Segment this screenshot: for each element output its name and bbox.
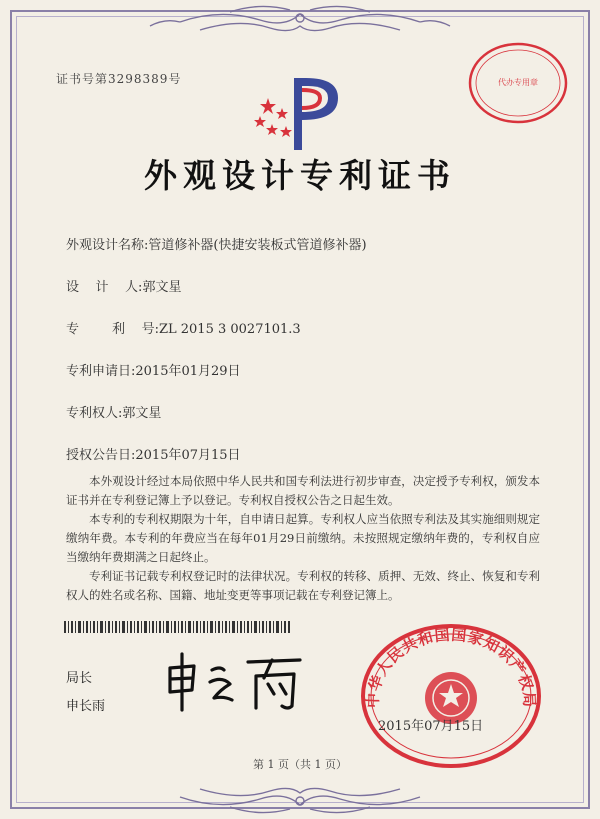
page-footer: 第 1 页（共 1 页） [253,758,347,771]
grant-date-value: 2015年07月15日 [135,448,241,463]
paragraph: 专利证书记载专利权登记时的法律状况。专利权的转移、质押、无效、终止、恢复和专利权人的姓名或名称、国籍、地址变更等事项记载在专利登记簿上。 [66,569,540,602]
grant-date-field [66,444,241,463]
office-seal [356,620,546,770]
filing-date-label: 专利申请日: [66,364,136,379]
grant-date-label: 授权公告日: [66,448,136,463]
paragraph: 本专利的专利权期限为十年，自申请日起算。专利权人应当依照专利法及其实施细则规定缴纳年费。本专利的年费应当在每年01月29日前缴纳。未按照规定缴纳年费的，专利权自应当缴纳年费期满之日起终止。 [66,512,540,564]
design-name-value: 管道修补器(快捷安装板式管道修补器) [148,238,367,253]
director-title: 局长 [66,671,93,686]
design-name-label: 外观设计名称: [66,238,149,253]
design-name-field [66,234,367,253]
patent-number-field [66,318,301,337]
paragraph: 本外观设计经过本局依照中华人民共和国专利法进行初步审查，决定授予专利权，颁发本证书并在专利登记簿上予以登记。专利权自授权公告之日起生效。 [66,474,540,507]
filing-date-field [66,360,241,379]
designer-field [66,276,181,295]
designer-label: 设 计 人: [66,280,143,295]
agency-seal [466,40,570,126]
barcode [64,621,290,633]
director-name: 申长雨 [66,699,106,714]
office-seal-text: 中华人民共和国国家知识产权局 [363,625,539,709]
certificate-title: 外观设计专利证书 [144,156,456,195]
director-signature [160,646,310,716]
certificate-number: 证书号第3298389号 [56,72,182,86]
cnipa-logo [246,68,356,156]
filing-date-value: 2015年01月29日 [135,364,241,379]
agency-seal-sub: 代办专用章 [498,78,538,87]
certificate-body [66,472,540,605]
patent-number-value: ZL 2015 3 0027101.3 [158,322,301,337]
patentee-field [66,402,161,421]
seal-date: 2015年07月15日 [378,719,484,734]
designer-value: 郭文星 [142,280,182,295]
patentee-value: 郭文星 [122,406,162,421]
patent-number-label: 专 利 号: [66,322,159,337]
patentee-label: 专利权人: [66,406,123,421]
